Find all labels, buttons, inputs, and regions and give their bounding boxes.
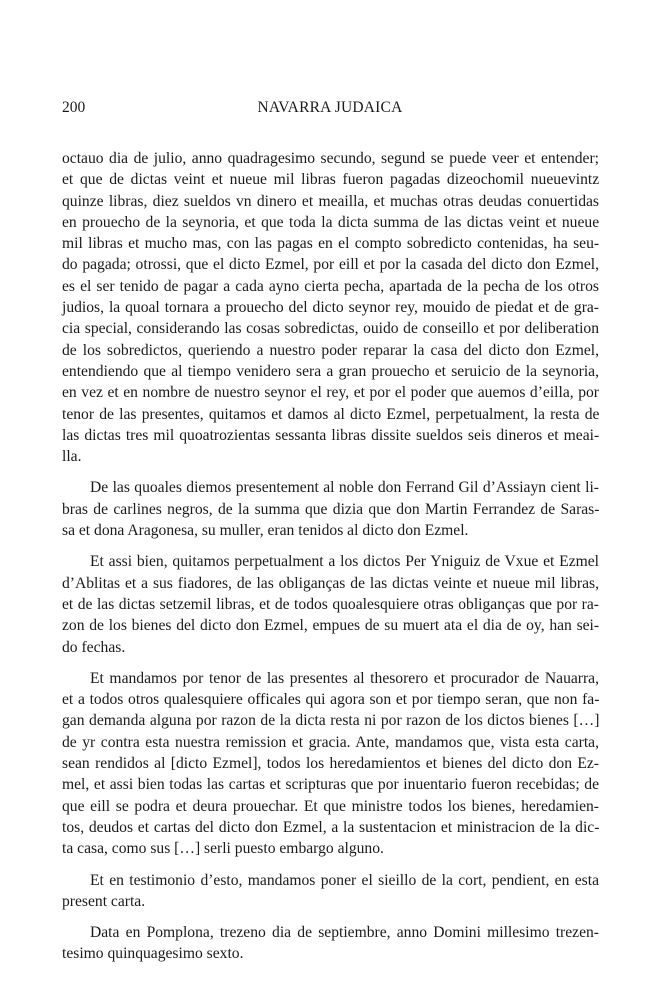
text-line: tesimo quinquagesimo sexto. — [62, 945, 244, 963]
text-line: bras de carlines negros, de la summa que dizia que don Martin Ferrandez de Saras- — [62, 500, 600, 518]
text-line: las dictas tres mil quoatrozientas sessanta libras dissite sueldos seis dineros et meai- — [62, 426, 600, 444]
page-number: 200 — [62, 99, 86, 116]
text-line: gan demanda alguna por razon de la dicta resta ni por razon de los dictos bienes […] — [62, 712, 600, 730]
text-line: es el ser tenido de pagar a cada ayno cierta pecha, apartada de la pecha de los otros — [62, 277, 599, 295]
text-line: ta casa, como sus […] serli puesto embargo alguno. — [62, 840, 384, 858]
text-line: present carta. — [62, 892, 146, 910]
text-line: sa et dona Aragonesa, su muller, eran tenidos al dicto don Ezmel. — [62, 522, 469, 540]
text-line: mil libras et mucho mas, con las pagas en el compto sobredicto contenidas, ha seu- — [62, 235, 600, 253]
text-line: sean rendidos al [dicto Ezmel], todos los heredamientos et bienes del dicto don Ez- — [62, 755, 599, 773]
text-line: lla. — [62, 448, 82, 466]
paragraph — [62, 477, 599, 541]
text-line: De las quoales diemos presentement al noble don Ferrand Gil d’Assiayn cient li- — [90, 479, 599, 497]
paragraph — [62, 922, 599, 965]
text-line: octauo dia de julio, anno quadragesimo secundo, segund se puede veer et entender; — [62, 150, 599, 167]
text-line: en prouecho de la seynoria, et que toda la dicta summa de las dictas veint et nueue — [62, 213, 600, 231]
text-line: tenor de las presentes, quitamos et damos al dicto Ezmel, perpetualment, la resta de — [62, 405, 600, 423]
text-line: entendiendo que al tiempo venidero sera a gran prouecho et seruicio de la seynoria, — [62, 362, 599, 380]
text-line: et a todos otros qualesquiere officales qui agora son et por tiempo seran, que non fa- — [62, 691, 600, 709]
text-line: mel, et assi bien todas las cartas et scripturas que por inuentario fueron recebidas; de — [62, 776, 599, 794]
text-line: et de las dictas setzemil libras, et de todos quoalesquiere otras obliganças que por ra- — [62, 595, 599, 613]
paragraph — [62, 668, 599, 860]
paragraph — [62, 870, 599, 913]
running-title: NAVARRA JUDAICA — [257, 99, 403, 116]
page-header — [62, 99, 598, 123]
text-line: et que de dictas veint et nueue mil libras fueron pagadas dizeochomil nueuevintz — [62, 171, 600, 189]
text-line: de yr contra esta nuestra remission et gracia. Ante, mandamos que, vista esta carta, — [62, 733, 599, 751]
text-line: Et mandamos por tenor de las presentes al thesorero et procurador de Nauarra, — [90, 669, 599, 687]
text-line: Et assi bien, quitamos perpetualment a los dictos Per Yniguiz de Vxue et Ezmel — [90, 553, 599, 571]
text-line: Et en testimonio d’esto, mandamos poner el sieillo de la cort, pendient, en esta — [90, 871, 599, 889]
text-line: Data en Pomplona, trezeno dia de septiembre, anno Domini millesimo trezen- — [90, 924, 599, 942]
text-line: do pagada; otrossi, que el dicto Ezmel, por eill et por la casada del dicto don Ezmel, — [62, 256, 599, 274]
text-line: de los sobredictos, queriendo a nuestro poder reparar la casa del dicto don Ezmel, — [62, 341, 599, 359]
text-line: que eill se podra et deura prouechar. Et que ministre todos los bienes, heredamien- — [62, 797, 599, 815]
text-line: d’Ablitas et a sus fiadores, de las obliganças de las dictas veinte et nueue mil libras, — [62, 574, 599, 592]
document-body — [62, 148, 599, 975]
text-line: quinze libras, diez sueldos vn dinero et meailla, et muchas otras deudas conuertidas — [62, 192, 599, 210]
paragraph — [62, 148, 599, 467]
text-line: cia special, considerando las cosas sobredictas, ouido de conseillo et por deliberation — [62, 320, 599, 338]
text-line: do fechas. — [62, 638, 126, 656]
text-line: zon de los bienes del dicto don Ezmel, empues de su muert ata el dia de oy, han sei- — [62, 617, 600, 635]
text-line: judios, la quoal tornara a prouecho del dicto seynor rey, mouido de piedat et de gra- — [62, 299, 599, 317]
text-line: en vez et en nombre de nuestro seynor el rey, et por el poder que auemos d’eilla, por — [62, 384, 599, 402]
paragraph — [62, 551, 599, 657]
text-line: tos, deudos et cartas del dicto don Ezmel, a la sustentacion et ministracion de la dic- — [62, 818, 600, 836]
